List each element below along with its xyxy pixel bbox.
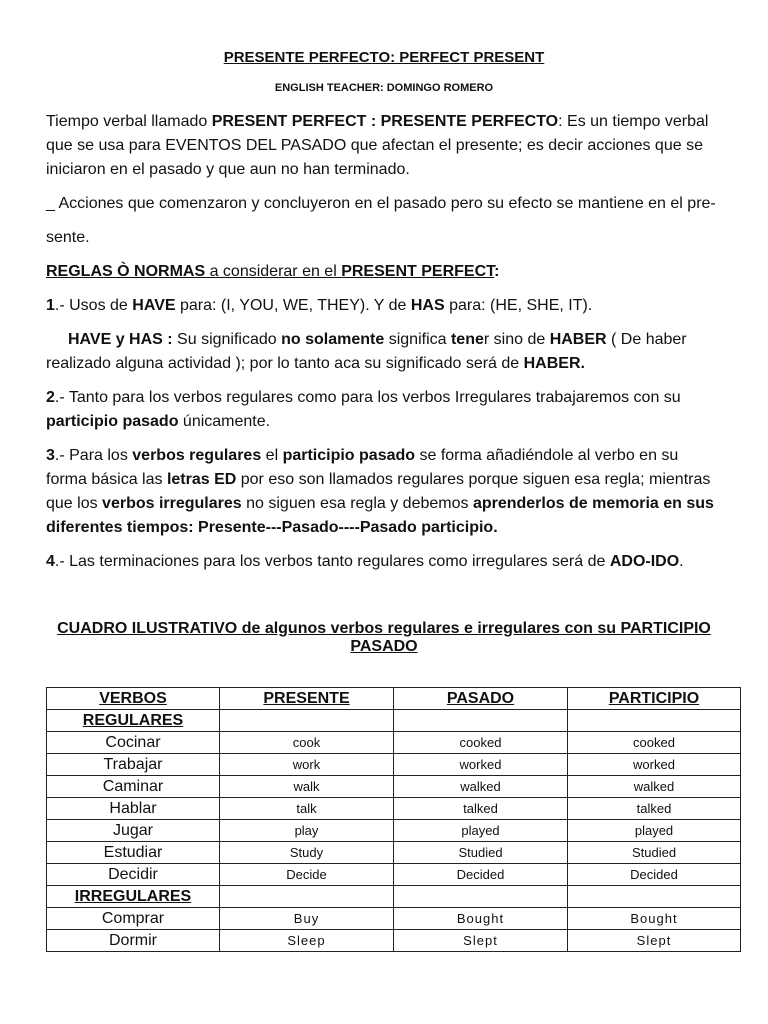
pasado-cell: walked xyxy=(394,776,568,798)
rule-3 xyxy=(46,444,722,540)
rule-bold: participio pasado xyxy=(282,447,416,464)
verb-name-cell: Estudiar xyxy=(47,842,220,864)
table-row xyxy=(47,842,741,864)
verb-name-cell: Comprar xyxy=(47,908,220,930)
header-presente: PRESENTE xyxy=(220,688,394,710)
verb-name-cell: Decidir xyxy=(47,864,220,886)
header-verbos: VERBOS xyxy=(47,688,220,710)
rules-heading-colon: : xyxy=(494,263,500,280)
rule-text: por eso son llamados regulares porque siguen esa regla; mientras que los xyxy=(46,471,711,512)
section-row-irregular xyxy=(47,886,741,908)
rule-text: . xyxy=(679,553,684,570)
rule-bold: HAVE y HAS : xyxy=(68,331,173,348)
rules-heading xyxy=(46,260,722,284)
table-row xyxy=(47,732,741,754)
pasado-cell: worked xyxy=(394,754,568,776)
rule-text: .- Tanto para los verbos regulares como para los verbos Irregulares trabajaremos con su xyxy=(54,389,681,406)
participio-cell: cooked xyxy=(568,732,741,754)
rule-bold: HABER. xyxy=(523,355,585,372)
presente-cell: Buy xyxy=(220,908,394,930)
note-paragraph xyxy=(46,192,722,216)
table-header-row xyxy=(47,688,741,710)
intro-text: Tiempo verbal llamado xyxy=(46,113,212,130)
rule-bold: aprenderlos de memoria en sus diferentes tiempos: Presente---Pasado----Pasado participio. xyxy=(46,495,714,536)
rule-1-detail xyxy=(46,328,722,376)
verb-name-cell: Trabajar xyxy=(47,754,220,776)
section-label-irregular: IRREGULARES xyxy=(47,886,220,908)
document-title: PRESENTE PERFECTO: PERFECT PRESENT xyxy=(223,49,545,66)
pasado-cell: Studied xyxy=(394,842,568,864)
table-row xyxy=(47,798,741,820)
rule-bold: ADO-IDO xyxy=(609,553,680,570)
rule-text: .- Usos de xyxy=(54,297,133,314)
rules-heading-text: a considerar en el xyxy=(205,263,342,280)
rule-text: el xyxy=(261,447,283,464)
rule-bold: verbos irregulares xyxy=(102,495,242,512)
rule-text: Su significado xyxy=(172,331,282,348)
rule-text: no siguen esa regla y debemos xyxy=(241,495,473,512)
table-row xyxy=(47,930,741,952)
table-row xyxy=(47,864,741,886)
table-row xyxy=(47,908,741,930)
section-label-regular: REGULARES xyxy=(47,710,220,732)
presente-cell: walk xyxy=(220,776,394,798)
rule-bold: HAVE xyxy=(132,297,176,314)
rule-text: para: (I, YOU, WE, THEY). Y de xyxy=(175,297,411,314)
table-title: CUADRO ILUSTRATIVO de algunos verbos regulares e irregulares con su PARTICIPIO PASADO xyxy=(57,620,711,655)
header-pasado: PASADO xyxy=(394,688,568,710)
rule-bold: tene xyxy=(450,331,484,348)
rule-number: 4 xyxy=(46,553,55,570)
participio-cell: Bought xyxy=(568,908,741,930)
empty-cell xyxy=(568,710,741,732)
verb-name-cell: Caminar xyxy=(47,776,220,798)
rule-bold: no solamente xyxy=(281,331,385,348)
rule-text: ( De haber realizado alguna actividad ); por lo tanto aca su significado será de xyxy=(46,331,687,372)
empty-cell xyxy=(568,886,741,908)
presente-cell: work xyxy=(220,754,394,776)
rule-bold: participio pasado xyxy=(46,413,179,430)
pasado-cell: Bought xyxy=(394,908,568,930)
verb-name-cell: Cocinar xyxy=(47,732,220,754)
pasado-cell: talked xyxy=(394,798,568,820)
participio-cell: Decided xyxy=(568,864,741,886)
table-row xyxy=(47,776,741,798)
note-text-2: sente. xyxy=(46,229,90,246)
rule-text: .- Para los xyxy=(54,447,133,464)
note-text: _ Acciones que comenzaron y concluyeron en el pasado pero su efecto se mantiene en el pre- xyxy=(46,195,716,212)
empty-cell xyxy=(220,710,394,732)
document-subtitle: ENGLISH TEACHER: DOMINGO ROMERO xyxy=(274,82,494,94)
rule-text: .- Las terminaciones para los verbos tanto regulares como irregulares será de xyxy=(54,553,610,570)
table-body xyxy=(47,710,741,952)
verb-name-cell: Jugar xyxy=(47,820,220,842)
presente-cell: talk xyxy=(220,798,394,820)
pasado-cell: Decided xyxy=(394,864,568,886)
note-paragraph-cont xyxy=(46,226,722,250)
participio-cell: Studied xyxy=(568,842,741,864)
presente-cell: Decide xyxy=(220,864,394,886)
header-participio: PARTICIPIO xyxy=(568,688,741,710)
rule-number: 2 xyxy=(46,389,55,406)
intro-paragraph xyxy=(46,110,722,182)
participio-cell: played xyxy=(568,820,741,842)
document-body xyxy=(46,110,722,574)
rule-bold: letras ED xyxy=(166,471,237,488)
rule-bold: verbos regulares xyxy=(132,447,262,464)
presente-cell: Sleep xyxy=(220,930,394,952)
rule-bold: HABER xyxy=(549,331,607,348)
rule-text: se forma añadiéndole al verbo en su forma básica las xyxy=(46,447,679,488)
rules-heading-label: REGLAS Ò NORMAS xyxy=(46,263,206,280)
presente-cell: Study xyxy=(220,842,394,864)
participio-cell: worked xyxy=(568,754,741,776)
verbs-table xyxy=(46,687,741,952)
empty-cell xyxy=(394,710,568,732)
rule-text: para: (HE, SHE, IT). xyxy=(444,297,593,314)
verb-name-cell: Dormir xyxy=(47,930,220,952)
rule-text: únicamente. xyxy=(178,413,271,430)
section-row-regular xyxy=(47,710,741,732)
participio-cell: walked xyxy=(568,776,741,798)
participio-cell: talked xyxy=(568,798,741,820)
rule-number: 1 xyxy=(46,297,55,314)
verb-name-cell: Hablar xyxy=(47,798,220,820)
rule-text: r sino de xyxy=(483,331,550,348)
empty-cell xyxy=(394,886,568,908)
empty-cell xyxy=(220,886,394,908)
participio-cell: Slept xyxy=(568,930,741,952)
pasado-cell: played xyxy=(394,820,568,842)
rule-2 xyxy=(46,386,722,434)
rule-number: 3 xyxy=(46,447,55,464)
pasado-cell: Slept xyxy=(394,930,568,952)
table-row xyxy=(47,754,741,776)
intro-bold: PRESENT PERFECT : PRESENTE PERFECTO xyxy=(211,113,559,130)
rules-heading-term: PRESENT PERFECT xyxy=(341,263,495,280)
table-row xyxy=(47,820,741,842)
rule-1 xyxy=(46,294,722,318)
presente-cell: cook xyxy=(220,732,394,754)
pasado-cell: cooked xyxy=(394,732,568,754)
intro-text-2: : Es un tiempo verbal que se usa para EVENTOS DEL PASADO que afectan el presente; es decir acciones que se iniciaron en el pasado y que aun no han terminado. xyxy=(46,113,709,178)
rule-4 xyxy=(46,550,722,574)
presente-cell: play xyxy=(220,820,394,842)
rule-bold: HAS xyxy=(410,297,445,314)
rule-text: significa xyxy=(384,331,451,348)
